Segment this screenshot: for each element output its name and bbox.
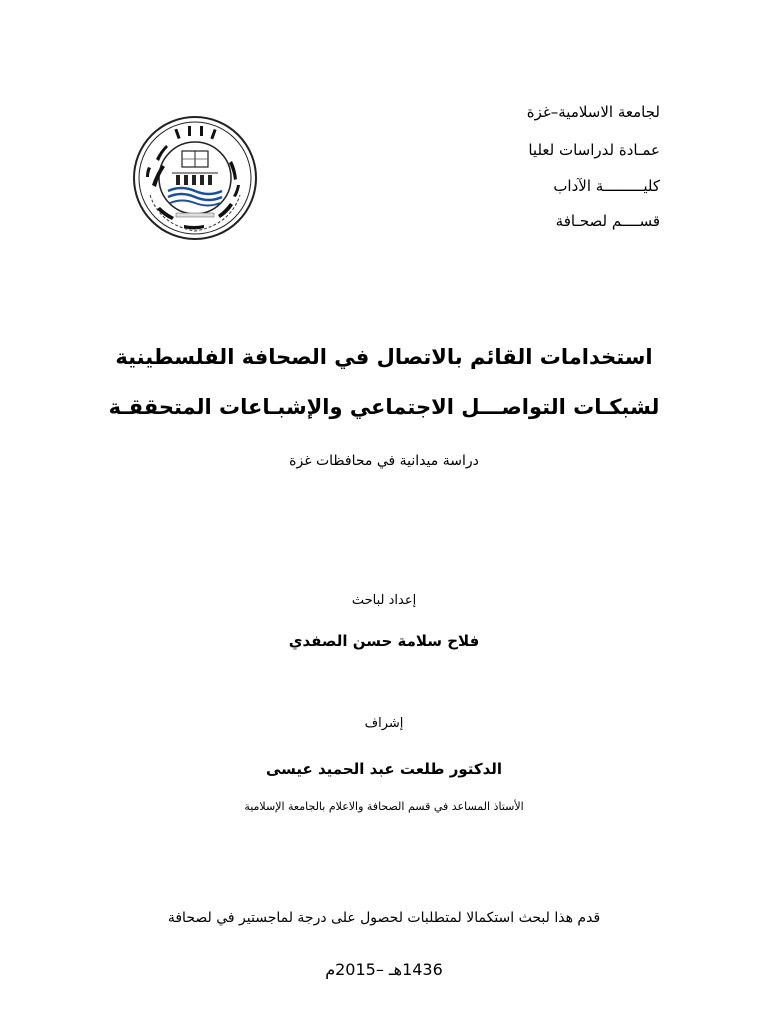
supervisor-name: الدكتور طلعت عبد الحميد عيسى	[265, 760, 503, 778]
prepared-by-label: إعداد لباحث	[351, 593, 417, 608]
university-name: لجامعة الاسلامية–غزة	[526, 103, 660, 121]
degree-statement: قدم هذا لبحث استكمالا لمتطلبات لحصول على درجة لماجستير في لصحافة	[167, 910, 601, 926]
thesis-subtitle: دراسة ميدانية في محافظات غزة	[289, 453, 479, 469]
department-name: قســــم لصحـافة	[555, 212, 660, 230]
university-seal-icon	[132, 115, 258, 241]
researcher-name: فلاح سلامة حسن الصفدي	[288, 632, 480, 650]
supervisor-title: الأستاذ المساعد في قسم الصحافة والاعلام بالجامعة الإسلامية	[244, 800, 524, 813]
faculty-name: كليـــــــــة الآداب	[553, 177, 660, 195]
deanship-name: عمـادة لدراسات لعليا	[528, 141, 660, 159]
supervisor-label: إشراف	[364, 716, 404, 731]
thesis-title-line-2: لشبكـات التواصـــل الاجتماعي والإشبـاعات المتحققـة	[108, 395, 660, 419]
thesis-title-line-1: استخدامات القائم بالاتصال في الصحافة الفلسطينية	[115, 345, 653, 369]
submission-date: 1436هـ –2015م	[325, 960, 443, 979]
